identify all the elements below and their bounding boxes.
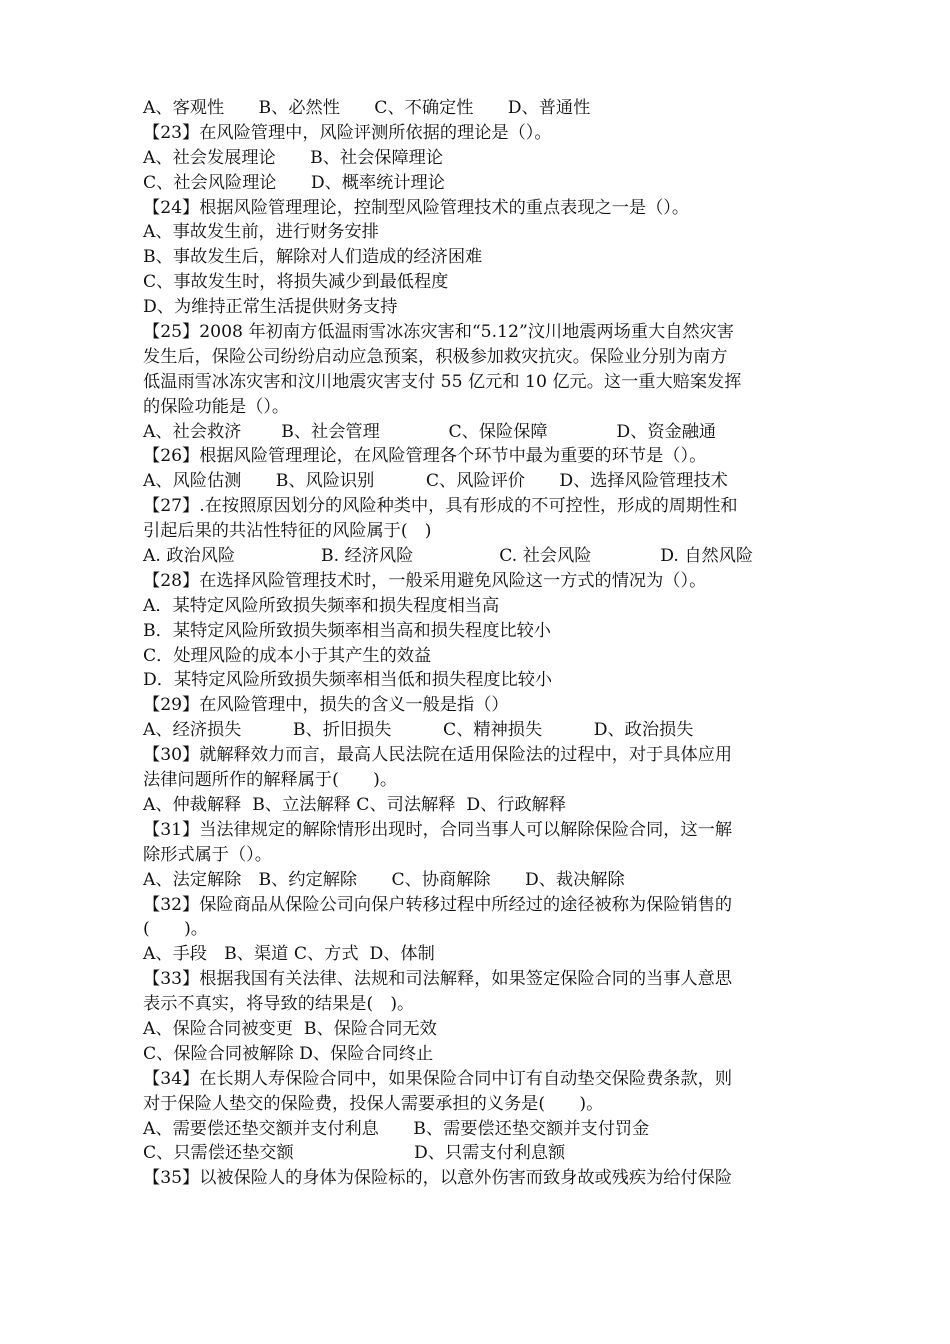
options-23-cd: C、社会风险理论 D、概率统计理论 <box>143 172 445 193</box>
question-31-line-2: 除形式属于（）。 <box>143 844 272 865</box>
question-25-line-3: 低温雨雪冰冻灾害和汶川地震灾害支付 55 亿元和 10 亿元。这一重大赔案发挥 <box>143 371 742 392</box>
option-28-c: C．处理风险的成本小于其产生的效益 <box>143 645 432 666</box>
option-24-a: A、事故发生前，进行财务安排 <box>143 222 379 243</box>
question-30-line-1: 【30】就解释效力而言，最高人民法院在适用保险法的过程中，对于具体应用 <box>143 745 733 766</box>
option-24-b: B、事故发生后，解除对人们造成的经济困难 <box>143 247 483 268</box>
question-28: 【28】在选择风险管理技术时，一般采用避免风险这一方式的情况为（）。 <box>143 570 707 591</box>
options-29: A、经济损失 B、折旧损失 C、精神损失 D、政治损失 <box>143 720 694 741</box>
question-24: 【24】根据风险管理理论，控制型风险管理技术的重点表现之一是（）。 <box>143 197 690 218</box>
options-30: A、仲裁解释 B、立法解释 C、司法解释 D、行政解释 <box>143 794 567 815</box>
question-27-line-1: 【27】.在按照原因划分的风险种类中，具有形成的不可控性，形成的周期性和 <box>143 496 738 517</box>
option-28-d: D．某特定风险所致损失频率相当低和损失程度比较小 <box>143 670 553 691</box>
options-33-cd: C、保险合同被解除 D、保险合同终止 <box>143 1043 434 1064</box>
option-28-b: B．某特定风险所致损失频率相当高和损失程度比较小 <box>143 620 551 641</box>
question-25-line-2: 发生后，保险公司纷纷启动应急预案，积极参加救灾抗灾。保险业分别为南方 <box>143 346 728 367</box>
options-26: A、风险估测 B、风险识别 C、风险评价 D、选择风险管理技术 <box>143 471 728 492</box>
options-31: A、法定解除 B、约定解除 C、协商解除 D、裁决解除 <box>143 869 625 890</box>
question-26: 【26】根据风险管理理论，在风险管理各个环节中最为重要的环节是（）。 <box>143 446 707 467</box>
question-32-line-2: ( )。 <box>143 919 208 940</box>
options-25: A、社会救济 B、社会管理 C、保险保障 D、资金融通 <box>143 421 717 442</box>
question-23: 【23】在风险管理中，风险评测所依据的理论是（）。 <box>143 122 552 143</box>
option-line-22: A、客观性 B、必然性 C、不确定性 D、普通性 <box>143 98 591 118</box>
option-24-c: C、事故发生时，将损失减少到最低程度 <box>143 272 449 293</box>
options-34-ab: A、需要偿还垫交额并支付利息 B、需要偿还垫交额并支付罚金 <box>143 1118 650 1139</box>
question-33-line-2: 表示不真实，将导致的结果是( )。 <box>143 994 415 1015</box>
question-27-line-2: 引起后果的共沾性特征的风险属于( ) <box>143 521 432 542</box>
document-page <box>143 96 815 1191</box>
options-32: A、手段 B、渠道 C、方式 D、体制 <box>143 944 435 965</box>
question-34-line-2: 对于保险人垫交的保险费，投保人需要承担的义务是( )。 <box>143 1093 604 1114</box>
options-33-ab: A、保险合同被变更 B、保险合同无效 <box>143 1018 437 1039</box>
question-35-line-1: 【35】以被保险人的身体为保险标的，以意外伤害而致身故或残疾为给付保险 <box>143 1168 733 1189</box>
question-30-line-2: 法律问题所作的解释属于( )。 <box>143 770 398 791</box>
options-27: A. 政治风险 B. 经济风险 C. 社会风险 D. 自然风险 <box>143 546 754 567</box>
question-25-line-1: 【25】2008 年初南方低温雨雪冰冻灾害和“5.12”汶川地震两场重大自然灾害 <box>143 322 734 343</box>
question-29: 【29】在风险管理中，损失的含义一般是指（） <box>143 695 509 716</box>
option-28-a: A．某特定风险所致损失频率和损失程度相当高 <box>143 595 500 616</box>
option-24-d: D、为维持正常生活提供财务支持 <box>143 297 398 318</box>
question-25-line-4: 的保险功能是（）。 <box>143 396 290 417</box>
options-23-ab: A、社会发展理论 B、社会保障理论 <box>143 147 444 168</box>
question-32-line-1: 【32】保险商品从保险公司向保户转移过程中所经过的途径被称为保险销售的 <box>143 894 733 915</box>
options-34-cd: C、只需偿还垫交额 D、只需支付利息额 <box>143 1143 566 1164</box>
question-33-line-1: 【33】根据我国有关法律、法规和司法解释，如果签定保险合同的当事人意思 <box>143 969 733 990</box>
question-31-line-1: 【31】当法律规定的解除情形出现时，合同当事人可以解除保险合同，这一解 <box>143 819 733 840</box>
question-34-line-1: 【34】在长期人寿保险合同中，如果保险合同中订有自动垫交保险费条款，则 <box>143 1068 733 1089</box>
